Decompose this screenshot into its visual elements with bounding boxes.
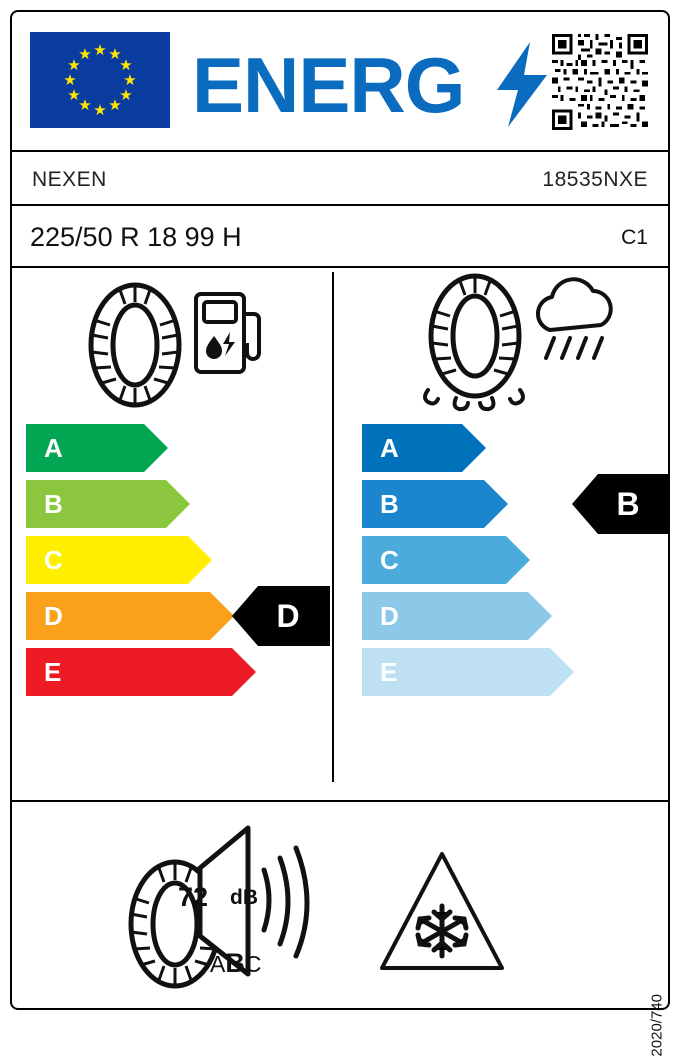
wet-bar-b [362, 480, 574, 528]
bar-letter: D [44, 600, 63, 631]
label-header [12, 12, 668, 148]
tyre-wet-icon [420, 278, 535, 413]
bar-letter: A [44, 432, 63, 463]
eu-flag-icon [30, 32, 170, 128]
divider-header [12, 150, 668, 152]
bar-body [26, 424, 144, 472]
wet-picto-group [420, 278, 620, 413]
noise-value: 72 [178, 882, 209, 912]
eu-star: ★ [78, 45, 92, 63]
bar-arrow [506, 536, 530, 584]
page-title: ENERG [192, 41, 465, 129]
bar-letter: E [44, 656, 62, 687]
bar-letter: C [44, 544, 63, 575]
fuel-result-letter: D [258, 586, 330, 646]
eu-star: ★ [119, 56, 133, 74]
eu-star: ★ [63, 71, 77, 89]
divider-brand [12, 204, 668, 206]
noise-unit: dB [230, 886, 258, 909]
fuel-pump-icon [190, 288, 270, 378]
bar-body [362, 424, 462, 472]
noise-class [210, 948, 261, 979]
energy-bolt-icon [492, 42, 552, 127]
rain-cloud-icon [528, 282, 623, 372]
divider-size [12, 266, 668, 268]
bar-letter: D [380, 600, 399, 631]
bar-arrow [188, 536, 212, 584]
bar-body [362, 480, 484, 528]
bar-body [26, 592, 210, 640]
fuel-grade-bars [26, 424, 256, 704]
bar-arrow [528, 592, 552, 640]
bar-body [362, 648, 550, 696]
eu-star: ★ [67, 56, 81, 74]
wet-bar-e [362, 648, 574, 696]
wet-result-arrow [572, 474, 670, 534]
fuel-bar-a [26, 424, 256, 472]
regulation-reference: 2020/740 [649, 994, 666, 1057]
divider-bottom [12, 800, 668, 802]
bar-arrow [550, 648, 574, 696]
bar-body [26, 648, 232, 696]
bar-letter: E [380, 656, 398, 687]
snowflake-mountain-icon [378, 848, 506, 976]
bar-letter: B [44, 488, 63, 519]
bar-arrow [232, 648, 256, 696]
tyre-icon [80, 280, 190, 410]
noise-class-b: B [225, 948, 245, 978]
bar-arrow [462, 424, 486, 472]
eu-star: ★ [93, 101, 107, 119]
bar-body [362, 536, 506, 584]
bar-body [362, 592, 528, 640]
fuel-picto-group [80, 280, 270, 410]
eu-star: ★ [93, 41, 107, 59]
noise-class-c: C [244, 951, 262, 977]
bar-letter: B [380, 488, 399, 519]
divider-vertical [332, 272, 334, 782]
fuel-bar-b [26, 480, 256, 528]
bar-letter: C [380, 544, 399, 575]
wet-bar-d [362, 592, 574, 640]
wet-bar-a [362, 424, 574, 472]
eu-star: ★ [123, 71, 137, 89]
fuel-bar-c [26, 536, 256, 584]
supplier-model: 18535NXE [542, 168, 648, 191]
bar-arrow [484, 480, 508, 528]
wet-result-letter: B [598, 474, 670, 534]
bar-body [26, 536, 188, 584]
noise-group [110, 820, 360, 1000]
wet-bar-c [362, 536, 574, 584]
bar-arrow [144, 424, 168, 472]
eu-star: ★ [108, 45, 122, 63]
bar-arrow [210, 592, 234, 640]
supplier-brand: NEXEN [32, 168, 107, 191]
tyre-class: C1 [621, 226, 648, 249]
noise-class-a: A [210, 951, 226, 977]
fuel-result-arrow [232, 586, 330, 646]
bar-body [26, 480, 166, 528]
bar-letter: A [380, 432, 399, 463]
eu-star: ★ [67, 86, 81, 104]
fuel-bar-d [26, 592, 256, 640]
qr-code-icon [552, 34, 648, 130]
eu-star: ★ [108, 97, 122, 115]
bar-arrow [166, 480, 190, 528]
tyre-size: 225/50 R 18 99 H [30, 222, 242, 252]
eu-star: ★ [119, 86, 133, 104]
fuel-bar-e [26, 648, 256, 696]
wet-grade-bars [362, 424, 574, 704]
eu-star: ★ [78, 97, 92, 115]
